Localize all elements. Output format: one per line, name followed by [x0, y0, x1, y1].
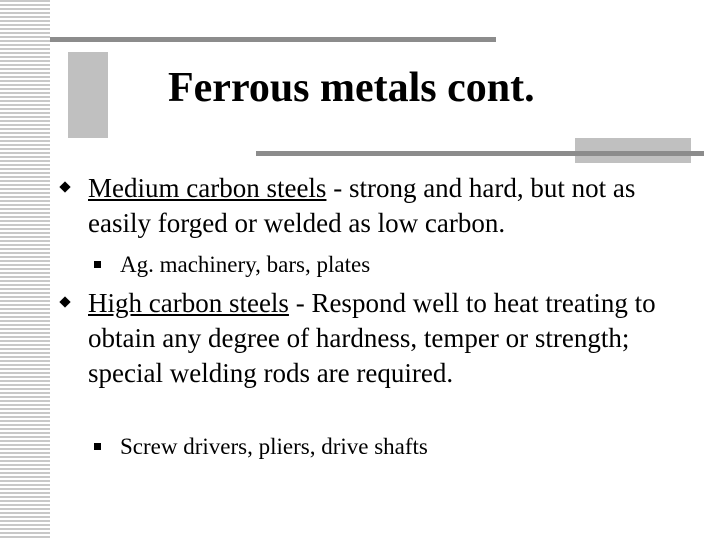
decorative-bottom-bar: [256, 151, 704, 156]
bullet-term: Medium carbon steels: [88, 173, 327, 203]
bullet-text: [88, 286, 660, 391]
decorative-gray-block: [68, 52, 108, 138]
bullet-description: - strong and hard, but not as easily forged or welded as low carbon.: [88, 173, 636, 238]
diamond-bullet-icon: [60, 297, 70, 307]
bullet-high-carbon: [60, 286, 660, 391]
bullet-term: High carbon steels: [88, 288, 289, 318]
left-stripe-border: [0, 0, 50, 540]
slide-title: Ferrous metals cont.: [168, 65, 535, 111]
sub-bullet-medium-examples: [94, 250, 654, 280]
sub-bullet-text: Screw drivers, pliers, drive shafts: [120, 434, 428, 459]
square-bullet-icon: [94, 443, 101, 450]
square-bullet-icon: [94, 261, 101, 268]
decorative-top-bar: [50, 37, 496, 42]
bullet-description: - Respond well to heat treating to obtain any degree of hardness, temper or strength; special welding rods are required.: [88, 288, 656, 388]
diamond-bullet-icon: [60, 182, 70, 192]
sub-bullet-high-examples: [94, 432, 654, 462]
bullet-text: [88, 171, 660, 241]
sub-bullet-text: Ag. machinery, bars, plates: [120, 252, 371, 277]
bullet-medium-carbon: [60, 171, 660, 241]
